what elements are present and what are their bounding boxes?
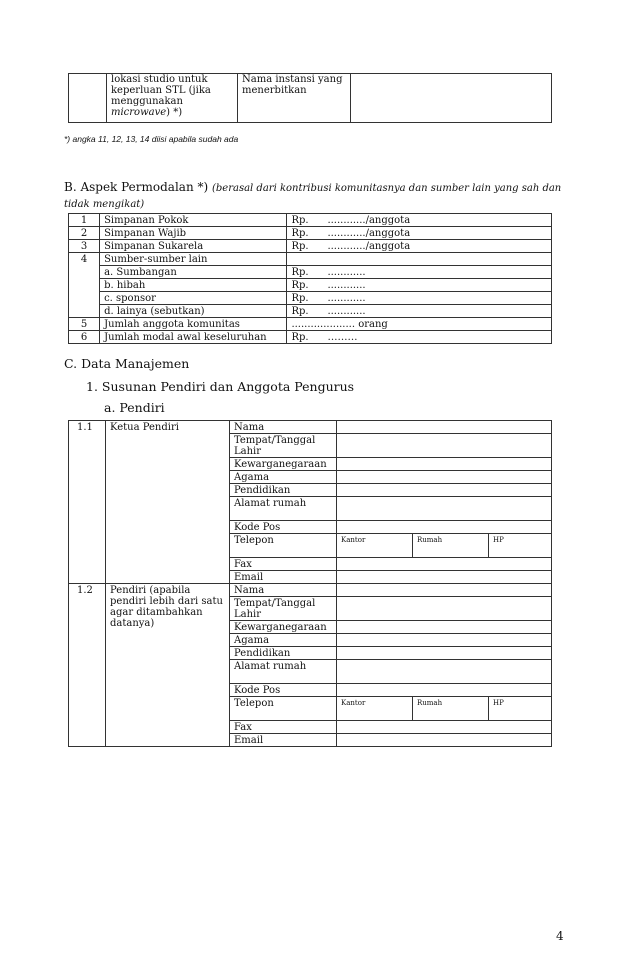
row-item: Simpanan Wajib bbox=[100, 227, 287, 240]
row-number: 1 bbox=[69, 214, 100, 227]
field-value-kodepos[interactable] bbox=[337, 521, 552, 534]
row-item: b. hibah bbox=[100, 279, 287, 292]
row-number bbox=[69, 266, 100, 279]
section-b-note: (berasal dari kontribusi komunitasnya dan sumber lain yang sah dan tidak mengikat) bbox=[64, 183, 562, 210]
field-value-nama[interactable] bbox=[337, 584, 552, 597]
telepon-hp-field[interactable]: HP bbox=[489, 534, 552, 558]
section-c-title: C. Data Manajemen bbox=[64, 356, 190, 371]
field-value-agama[interactable] bbox=[337, 471, 552, 484]
telepon-rumah-field[interactable]: Rumah bbox=[413, 697, 489, 721]
lokasi-text: lokasi studio untuk keperluan STL (jika menggunakan bbox=[111, 74, 211, 107]
table-row bbox=[69, 331, 552, 344]
field-value-tempat[interactable] bbox=[337, 434, 552, 458]
row-number: 6 bbox=[69, 331, 100, 344]
row-number: 2 bbox=[69, 227, 100, 240]
row-value bbox=[287, 227, 552, 240]
value-text: ............ bbox=[327, 306, 366, 317]
row-item: Simpanan Sukarela bbox=[100, 240, 287, 253]
field-value-alamat[interactable] bbox=[337, 497, 552, 521]
row-value bbox=[287, 292, 552, 305]
field-value-kewarganegaraan[interactable] bbox=[337, 458, 552, 471]
table-row bbox=[69, 240, 552, 253]
rp-label: Rp. bbox=[291, 267, 309, 278]
field-label-kewarganegaraan: Kewarganegaraan bbox=[230, 458, 337, 471]
field-value-kodepos[interactable] bbox=[337, 684, 552, 697]
field-label-kewarganegaraan: Kewarganegaraan bbox=[230, 621, 337, 634]
value-text: ............/anggota bbox=[327, 215, 411, 226]
table-row bbox=[69, 214, 552, 227]
value-text: ............/anggota bbox=[327, 241, 411, 252]
row-item: Jumlah anggota komunitas bbox=[100, 318, 287, 331]
page-number: 4 bbox=[556, 929, 564, 943]
value-text: ............/anggota bbox=[327, 228, 411, 239]
value-text: ……… bbox=[327, 332, 358, 343]
row-number bbox=[69, 279, 100, 292]
row-item: a. Sumbangan bbox=[100, 266, 287, 279]
value-text: ............ bbox=[327, 280, 366, 291]
row-number: 5 bbox=[69, 318, 100, 331]
field-label-telepon: Telepon bbox=[230, 697, 337, 721]
field-value-tempat[interactable] bbox=[337, 597, 552, 621]
rp-label: Rp. bbox=[291, 228, 309, 239]
table-row bbox=[69, 279, 552, 292]
field-value-alamat[interactable] bbox=[337, 660, 552, 684]
field-label-tempat: Tempat/Tanggal Lahir bbox=[230, 434, 337, 458]
table-row bbox=[69, 584, 552, 597]
row-value bbox=[287, 279, 552, 292]
telepon-rumah-field[interactable]: Rumah bbox=[413, 534, 489, 558]
telepon-kantor-field[interactable]: Kantor bbox=[337, 534, 413, 558]
row-number bbox=[69, 292, 100, 305]
row-item: Jumlah modal awal keseluruhan bbox=[100, 331, 287, 344]
row-value bbox=[287, 214, 552, 227]
founder-role: Ketua Pendiri bbox=[106, 421, 230, 584]
field-value-kewarganegaraan[interactable] bbox=[337, 621, 552, 634]
value-text: ............ bbox=[327, 293, 366, 304]
founder-role: Pendiri (apabila pendiri lebih dari satu agar ditambahkan datanya) bbox=[106, 584, 230, 747]
row-value bbox=[287, 318, 552, 331]
field-value-pendidikan[interactable] bbox=[337, 484, 552, 497]
telepon-kantor-field[interactable]: Kantor bbox=[337, 697, 413, 721]
table-row bbox=[69, 305, 552, 318]
row-value bbox=[287, 266, 552, 279]
row-value bbox=[287, 305, 552, 318]
row-item: d. lainya (sebutkan) bbox=[100, 305, 287, 318]
field-value-fax[interactable] bbox=[337, 721, 552, 734]
empty-cell bbox=[69, 74, 107, 123]
footnote: *) angka 11, 12, 13, 14 diisi apabila sudah ada bbox=[64, 134, 239, 144]
lokasi-text-end: ) *) bbox=[166, 107, 183, 118]
field-label-email: Email bbox=[230, 571, 337, 584]
row-number: 4 bbox=[69, 253, 100, 266]
row-number: 3 bbox=[69, 240, 100, 253]
empty-cell bbox=[351, 74, 552, 123]
lokasi-cell bbox=[107, 74, 238, 123]
top-table bbox=[68, 73, 552, 123]
field-label-pendidikan: Pendidikan bbox=[230, 484, 337, 497]
table-row bbox=[69, 421, 552, 434]
row-number bbox=[69, 305, 100, 318]
field-value-email[interactable] bbox=[337, 734, 552, 747]
lokasi-text-italic: microwave bbox=[111, 107, 167, 118]
table-row bbox=[69, 74, 552, 123]
table-row bbox=[69, 292, 552, 305]
field-label-alamat: Alamat rumah bbox=[230, 660, 337, 684]
table-row bbox=[69, 227, 552, 240]
row-value bbox=[287, 331, 552, 344]
row-item: Sumber-sumber lain bbox=[100, 253, 287, 266]
rp-label: Rp. bbox=[291, 280, 309, 291]
founder-index: 1.1 bbox=[69, 421, 106, 584]
founder-table bbox=[68, 420, 552, 747]
field-label-kodepos: Kode Pos bbox=[230, 684, 337, 697]
value-text: .................... orang bbox=[291, 319, 388, 330]
row-value bbox=[287, 240, 552, 253]
field-label-agama: Agama bbox=[230, 634, 337, 647]
field-label-email: Email bbox=[230, 734, 337, 747]
rp-label: Rp. bbox=[291, 293, 309, 304]
field-value-agama[interactable] bbox=[337, 634, 552, 647]
field-label-pendidikan: Pendidikan bbox=[230, 647, 337, 660]
table-row bbox=[69, 253, 552, 266]
rp-label: Rp. bbox=[291, 241, 309, 252]
value-text: ............ bbox=[327, 267, 366, 278]
rp-label: Rp. bbox=[291, 215, 309, 226]
row-item: c. sponsor bbox=[100, 292, 287, 305]
subsection-a-title: a. Pendiri bbox=[104, 400, 165, 415]
telepon-hp-field[interactable]: HP bbox=[489, 697, 552, 721]
field-label-nama: Nama bbox=[230, 421, 337, 434]
field-label-alamat: Alamat rumah bbox=[230, 497, 337, 521]
table-row bbox=[69, 318, 552, 331]
field-value-pendidikan[interactable] bbox=[337, 647, 552, 660]
field-label-tempat: Tempat/Tanggal Lahir bbox=[230, 597, 337, 621]
field-label-kodepos: Kode Pos bbox=[230, 521, 337, 534]
field-value-email[interactable] bbox=[337, 571, 552, 584]
table-row bbox=[69, 266, 552, 279]
founder-index: 1.2 bbox=[69, 584, 106, 747]
section-b-heading bbox=[64, 180, 574, 212]
row-value bbox=[287, 253, 552, 266]
field-label-nama: Nama bbox=[230, 584, 337, 597]
field-label-fax: Fax bbox=[230, 721, 337, 734]
rp-label: Rp. bbox=[291, 306, 309, 317]
field-label-telepon: Telepon bbox=[230, 534, 337, 558]
field-label-agama: Agama bbox=[230, 471, 337, 484]
field-value-nama[interactable] bbox=[337, 421, 552, 434]
section-b-title: B. Aspek Permodalan *) bbox=[64, 180, 209, 194]
instansi-cell: Nama instansi yang menerbitkan bbox=[238, 74, 351, 123]
row-item: Simpanan Pokok bbox=[100, 214, 287, 227]
rp-label: Rp. bbox=[291, 332, 309, 343]
field-value-fax[interactable] bbox=[337, 558, 552, 571]
modal-table bbox=[68, 213, 552, 344]
subsection-title: 1. Susunan Pendiri dan Anggota Pengurus bbox=[86, 379, 355, 394]
field-label-fax: Fax bbox=[230, 558, 337, 571]
